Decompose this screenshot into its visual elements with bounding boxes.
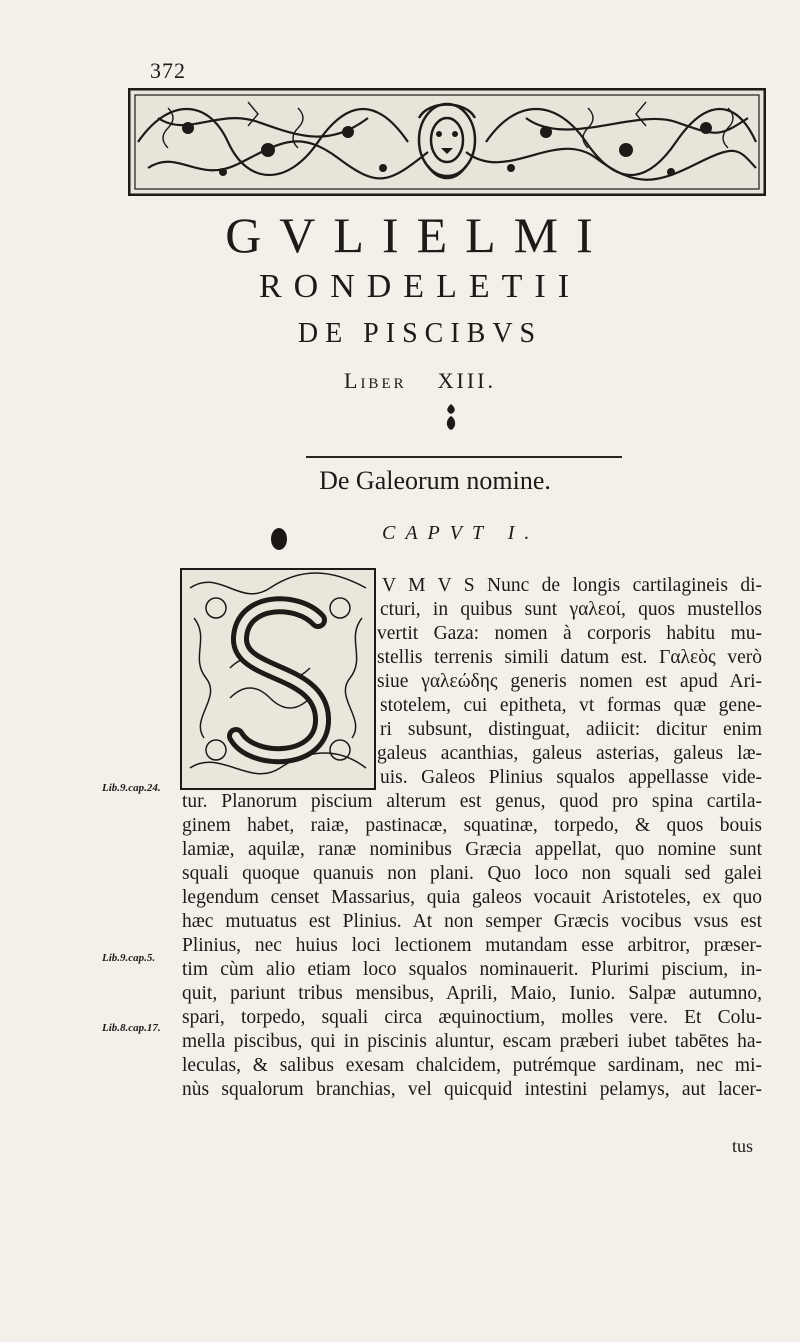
text-line: leculas, & salibus exesam chalcidem, putrémque sardinam, nec mi-: [182, 1055, 762, 1076]
title-author-first-name: GVLIELMI: [225, 207, 611, 263]
text-line: nùs squalorum branchias, vel quicquid intestini pelamys, aut lacer-: [182, 1079, 762, 1100]
text-line: stotelem, cui epitheta, vt formas quæ gene-: [380, 695, 762, 716]
chapter-title: De Galeorum nomine.: [319, 466, 551, 495]
text-line: tim cùm alio etiam loco squalos nominauerit. Plurimi piscium, in-: [182, 959, 762, 980]
title-author-surname: RONDELETII: [258, 268, 582, 305]
book-word: Liber: [344, 368, 407, 393]
margin-note: Lib.8.cap.17.: [102, 1022, 161, 1034]
page-number: 372: [150, 58, 186, 83]
text-line: ginem habet, raiæ, pastinacæ, squatinæ, torpedo, & quos bouis: [182, 815, 762, 836]
text-line: galeus acanthias, galeus asterias, galeus læ-: [377, 743, 762, 764]
book-heading: [0, 368, 800, 394]
text-line: hæc mutuatus est Plinius. At non semper Græcis vocibus vsus est: [182, 911, 762, 932]
text-line: squali quoque quanuis non plani. Quo loco non squali sed galei: [182, 863, 762, 884]
text-line: Plinius, nec huius loci lectionem mutandam esse arbitror, præser-: [182, 935, 762, 956]
text-line: cturi, in quibus sunt γαλεοί, quos mustellos: [380, 599, 762, 620]
text-line: lamiæ, aquilæ, ranæ nominibus Græcia appellat, quo nomine sunt: [182, 839, 762, 860]
text-line: legendum censet Massarius, quia galeos vocauit Aristoteles, ex quo: [182, 887, 762, 908]
text-line: spari, torpedo, squali circa æquinoctium, molles vere. Et Colu-: [182, 1007, 762, 1028]
text-line: stellis terrenis simili datum est. Γαλεὸς verò: [377, 647, 762, 668]
chapter-number: CAPVT I.: [382, 522, 540, 544]
section-rule: [306, 456, 622, 458]
text-line: vertit Gaza: nomen à corporis habitu mu-: [377, 623, 762, 644]
text-line: quit, pariunt tribus mensibus, Aprili, Maio, Iunio. Salpæ autumno,: [182, 983, 762, 1004]
text-line: V M V S Nunc de longis cartilagineis di-: [382, 575, 762, 596]
text-line: mella piscibus, qui in piscinis aluntur, escam præberi iubet tabētes ha-: [182, 1031, 762, 1052]
fleuron-ornament: [442, 402, 460, 432]
ink-blot: [271, 528, 287, 550]
decorated-initial-s: [180, 568, 376, 790]
catchword: tus: [732, 1136, 754, 1156]
text-line: uis. Galeos Plinius squalos appellasse vide-: [380, 767, 762, 788]
ornamental-headpiece: [128, 88, 766, 196]
text-line: tur. Planorum piscium alterum est genus, quod pro spina cartila-: [182, 791, 762, 812]
book-number: XIII.: [437, 368, 496, 393]
text-line: ri subsunt, distinguat, adiicit: dicitur enim: [380, 719, 762, 740]
margin-note: Lib.9.cap.5.: [102, 952, 156, 964]
title-work: DE PISCIBVS: [297, 318, 543, 349]
text-line: siue γαλεώδης generis nomen est apud Ari-: [377, 671, 762, 692]
margin-note: Lib.9.cap.24.: [102, 782, 161, 794]
